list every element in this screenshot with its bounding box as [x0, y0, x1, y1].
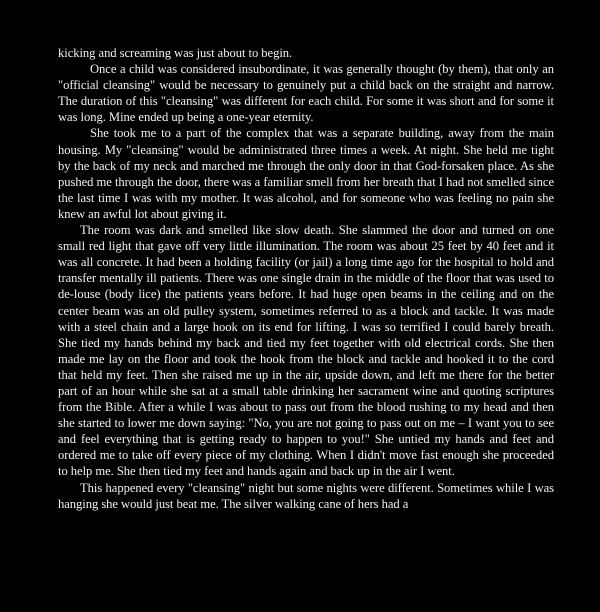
document-page: [58, 45, 554, 512]
paragraph-separate-building: She took me to a part of the complex that was a separate building, away from the main housing. My "cleansing" would be administrated three times a week. At night. She held me tight by the back of my neck and marched me through the only door in that God-forsaken place. As she pushed me through the door, there was a familiar smell from her breath that I had not smelled since the last time I was with my mother. It was alcohol, and for someone who was feeling no pain she knew an awful lot about giving it.: [58, 126, 554, 221]
paragraph-cleansing-night: This happened every "cleansing" night but some nights were different. Sometimes while I was hanging she would just beat me. The silver walking cane of hers had a: [58, 480, 554, 511]
paragraph-dark-room: The room was dark and smelled like slow death. She slammed the door and turned on one small red light that gave off very little illumination. The room was about 25 feet by 40 feet and it was all concrete. It had been a holding facility (or jail) a long time ago for the hospital to hold and transfer mentally ill patients. There was one single drain in the middle of the floor that was used to de-louse (body lice) the patients years before. It had huge open beams in the ceiling and on the center beam was an old pulley system, sometimes referred to as a block and tackle. It was made with a steel chain and a large hook on its end for lifting. I was so terrified I could barely breath. She tied my hands behind my back and tied my feet together with old electrical cords. She then made me lay on the floor and took the hook from the block and tackle and hooked it to the cord that held my feet. Then she raised me up in the air, upside down, and left me there for the better part of an hour while she sat at a small table drinking her sacrament wine and quoting scriptures from the Bible. After a while I was about to pass out from the blood rushing to my head and then she started to lower me down saying: "No, you are not going to pass out on me – I want you to see and feel everything that is getting ready to happen to you!" She untied my hands and feet and ordered me to take off every piece of my clothing. When I didn't move fast enough she proceeded to help me. She then tied my feet and hands again and back up in the air I went.: [58, 223, 554, 479]
paragraph-official-cleansing: Once a child was considered insubordinate, it was generally thought (by them), that only an "official cleansing" would be necessary to genuinely put a child back on the straight and narrow. The duration of this "cleansing" was different for each child. For some it was short and for some it was long. Mine ended up being a one-year eternity.: [58, 62, 554, 125]
paragraph-continuation: kicking and screaming was just about to begin.: [58, 46, 293, 60]
